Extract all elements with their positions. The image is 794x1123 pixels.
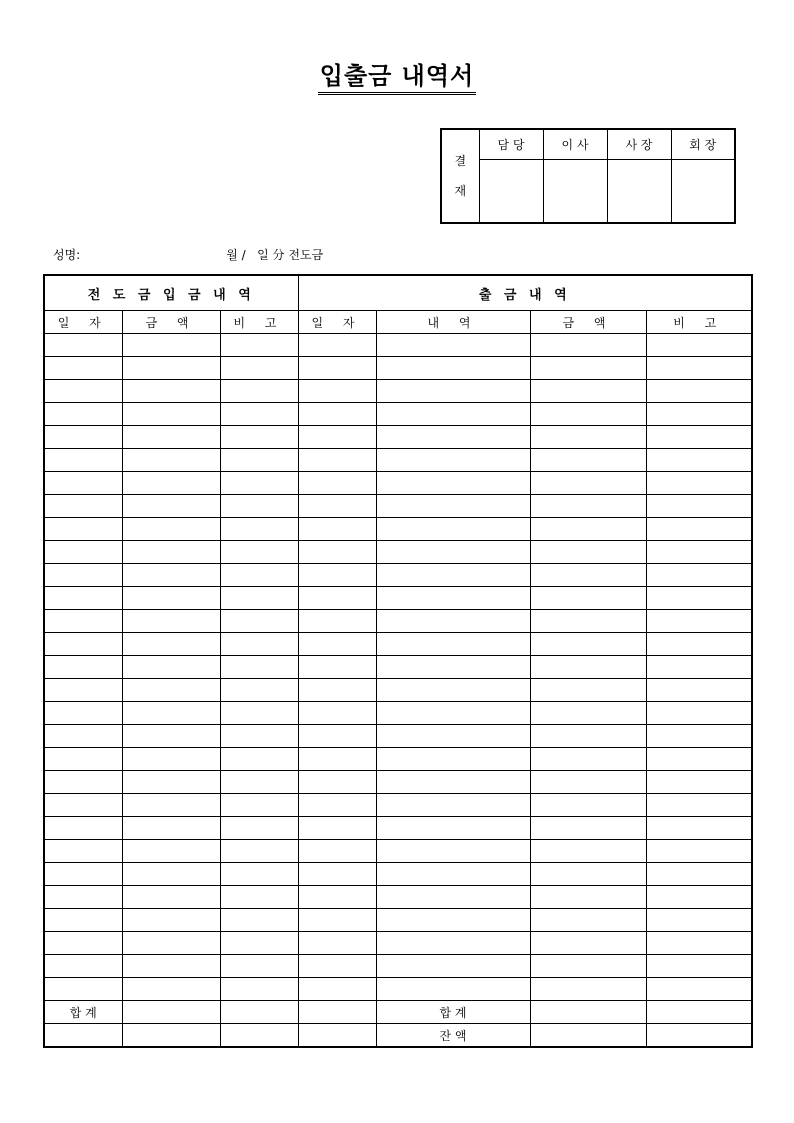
document-title bbox=[0, 56, 794, 95]
table-cell[interactable] bbox=[530, 495, 646, 518]
table-cell[interactable] bbox=[376, 380, 530, 403]
table-cell[interactable] bbox=[376, 403, 530, 426]
table-cell[interactable] bbox=[646, 357, 752, 380]
table-cell[interactable] bbox=[122, 449, 220, 472]
period-text: 월 / 일 分 전도금 bbox=[226, 248, 324, 262]
table-cell[interactable] bbox=[530, 863, 646, 886]
table-cell[interactable] bbox=[376, 518, 530, 541]
table-cell[interactable] bbox=[298, 380, 376, 403]
table-cell[interactable] bbox=[530, 610, 646, 633]
table-cell[interactable] bbox=[298, 771, 376, 794]
table-cell[interactable] bbox=[530, 725, 646, 748]
table-cell[interactable] bbox=[122, 909, 220, 932]
table-row bbox=[44, 564, 752, 587]
table-cell[interactable] bbox=[298, 472, 376, 495]
table-cell[interactable] bbox=[44, 909, 122, 932]
table-cell[interactable] bbox=[376, 357, 530, 380]
table-cell[interactable] bbox=[44, 518, 122, 541]
table-cell[interactable] bbox=[530, 840, 646, 863]
table-cell[interactable] bbox=[646, 748, 752, 771]
balance-label: 잔 액 bbox=[376, 1024, 530, 1048]
table-cell[interactable] bbox=[646, 794, 752, 817]
table-cell[interactable] bbox=[44, 886, 122, 909]
table-cell[interactable] bbox=[376, 334, 530, 357]
table-cell[interactable] bbox=[220, 587, 298, 610]
table-cell[interactable] bbox=[298, 564, 376, 587]
approval-role-1: 담 당 bbox=[479, 129, 543, 159]
approval-role-3: 사 장 bbox=[607, 129, 671, 159]
table-row bbox=[44, 702, 752, 725]
table-cell[interactable] bbox=[122, 771, 220, 794]
section-withdrawal-header: 출 금 내 역 bbox=[298, 275, 752, 311]
table-cell[interactable] bbox=[220, 610, 298, 633]
table-cell[interactable] bbox=[122, 794, 220, 817]
table-cell[interactable] bbox=[376, 748, 530, 771]
table-cell[interactable] bbox=[376, 932, 530, 955]
table-cell[interactable] bbox=[646, 817, 752, 840]
table-cell[interactable] bbox=[122, 495, 220, 518]
table-cell[interactable] bbox=[376, 587, 530, 610]
table-cell[interactable] bbox=[44, 656, 122, 679]
table-cell[interactable] bbox=[122, 679, 220, 702]
table-cell[interactable] bbox=[220, 564, 298, 587]
total-left-label: 합 계 bbox=[44, 1001, 122, 1024]
table-cell[interactable] bbox=[298, 817, 376, 840]
table-cell[interactable] bbox=[530, 794, 646, 817]
table-cell[interactable] bbox=[122, 610, 220, 633]
table-cell[interactable] bbox=[44, 403, 122, 426]
table-cell[interactable] bbox=[646, 380, 752, 403]
table-cell[interactable] bbox=[530, 909, 646, 932]
table-cell[interactable] bbox=[298, 1001, 376, 1024]
table-cell[interactable] bbox=[646, 633, 752, 656]
table-cell[interactable] bbox=[122, 587, 220, 610]
approval-side-label-2: 재 bbox=[454, 184, 467, 198]
table-cell[interactable] bbox=[220, 449, 298, 472]
table-cell[interactable] bbox=[44, 817, 122, 840]
table-cell[interactable] bbox=[298, 702, 376, 725]
table-cell[interactable] bbox=[122, 357, 220, 380]
table-row bbox=[44, 794, 752, 817]
table-cell[interactable] bbox=[376, 656, 530, 679]
table-cell[interactable] bbox=[530, 1024, 646, 1048]
table-row bbox=[44, 748, 752, 771]
table-cell[interactable] bbox=[298, 610, 376, 633]
table-cell[interactable] bbox=[298, 679, 376, 702]
table-cell[interactable] bbox=[298, 840, 376, 863]
name-line bbox=[53, 246, 323, 263]
table-cell[interactable] bbox=[44, 725, 122, 748]
table-row bbox=[44, 449, 752, 472]
table-cell[interactable] bbox=[122, 1001, 220, 1024]
table-cell[interactable] bbox=[376, 840, 530, 863]
table-cell[interactable] bbox=[44, 1024, 122, 1048]
table-cell[interactable] bbox=[122, 403, 220, 426]
table-row bbox=[44, 679, 752, 702]
table-cell[interactable] bbox=[298, 541, 376, 564]
table-cell[interactable] bbox=[122, 978, 220, 1001]
table-cell[interactable] bbox=[646, 334, 752, 357]
col-withdraw-date: 일 자 bbox=[298, 311, 376, 334]
table-cell[interactable] bbox=[44, 587, 122, 610]
table-cell[interactable] bbox=[220, 633, 298, 656]
approval-side-label bbox=[441, 129, 479, 223]
table-cell[interactable] bbox=[376, 564, 530, 587]
table-cell[interactable] bbox=[122, 334, 220, 357]
table-cell[interactable] bbox=[44, 334, 122, 357]
table-cell[interactable] bbox=[220, 955, 298, 978]
table-cell[interactable] bbox=[298, 794, 376, 817]
table-cell[interactable] bbox=[122, 932, 220, 955]
table-cell[interactable] bbox=[646, 449, 752, 472]
table-cell[interactable] bbox=[530, 426, 646, 449]
table-cell[interactable] bbox=[530, 771, 646, 794]
table-cell[interactable] bbox=[376, 610, 530, 633]
table-cell[interactable] bbox=[298, 495, 376, 518]
table-cell[interactable] bbox=[646, 587, 752, 610]
table-cell[interactable] bbox=[646, 472, 752, 495]
table-cell[interactable] bbox=[122, 863, 220, 886]
col-withdraw-detail: 내 역 bbox=[376, 311, 530, 334]
table-cell[interactable] bbox=[298, 955, 376, 978]
table-cell[interactable] bbox=[44, 978, 122, 1001]
table-cell[interactable] bbox=[122, 472, 220, 495]
table-cell[interactable] bbox=[44, 863, 122, 886]
table-cell[interactable] bbox=[298, 518, 376, 541]
table-cell[interactable] bbox=[530, 886, 646, 909]
table-cell[interactable] bbox=[646, 771, 752, 794]
table-row bbox=[44, 472, 752, 495]
table-cell[interactable] bbox=[220, 495, 298, 518]
table-cell[interactable] bbox=[530, 334, 646, 357]
approval-sign-2[interactable] bbox=[543, 159, 607, 223]
table-cell[interactable] bbox=[530, 518, 646, 541]
table-cell[interactable] bbox=[220, 702, 298, 725]
table-row bbox=[44, 955, 752, 978]
table-row bbox=[44, 909, 752, 932]
table-cell[interactable] bbox=[220, 978, 298, 1001]
table-cell[interactable] bbox=[376, 771, 530, 794]
table-cell[interactable] bbox=[44, 679, 122, 702]
table-cell[interactable] bbox=[376, 725, 530, 748]
table-cell[interactable] bbox=[376, 679, 530, 702]
table-cell[interactable] bbox=[220, 426, 298, 449]
table-cell[interactable] bbox=[44, 794, 122, 817]
section-header-row bbox=[44, 275, 752, 311]
table-cell[interactable] bbox=[298, 932, 376, 955]
name-label: 성명: bbox=[53, 248, 81, 262]
table-cell[interactable] bbox=[44, 564, 122, 587]
table-cell[interactable] bbox=[646, 426, 752, 449]
table-row bbox=[44, 518, 752, 541]
table-cell[interactable] bbox=[220, 748, 298, 771]
table-cell[interactable] bbox=[376, 426, 530, 449]
table-row bbox=[44, 587, 752, 610]
table-cell[interactable] bbox=[44, 495, 122, 518]
col-deposit-amount: 금 액 bbox=[122, 311, 220, 334]
table-cell[interactable] bbox=[646, 725, 752, 748]
table-cell[interactable] bbox=[298, 863, 376, 886]
table-cell[interactable] bbox=[122, 1024, 220, 1048]
table-cell[interactable] bbox=[220, 863, 298, 886]
table-cell[interactable] bbox=[646, 978, 752, 1001]
table-row bbox=[44, 840, 752, 863]
table-cell[interactable] bbox=[298, 748, 376, 771]
table-cell[interactable] bbox=[298, 725, 376, 748]
approval-sign-1[interactable] bbox=[479, 159, 543, 223]
table-cell[interactable] bbox=[220, 840, 298, 863]
table-cell[interactable] bbox=[220, 1001, 298, 1024]
table-cell[interactable] bbox=[44, 702, 122, 725]
table-cell[interactable] bbox=[298, 403, 376, 426]
table-row bbox=[44, 886, 752, 909]
table-cell[interactable] bbox=[44, 771, 122, 794]
table-cell[interactable] bbox=[298, 449, 376, 472]
table-cell[interactable] bbox=[376, 449, 530, 472]
table-cell[interactable] bbox=[122, 725, 220, 748]
table-cell[interactable] bbox=[122, 564, 220, 587]
table-cell[interactable] bbox=[530, 656, 646, 679]
table-row bbox=[44, 633, 752, 656]
document-title-text: 입출금 내역서 bbox=[318, 56, 476, 95]
table-row bbox=[44, 426, 752, 449]
table-cell[interactable] bbox=[530, 403, 646, 426]
table-cell[interactable] bbox=[376, 495, 530, 518]
table-cell[interactable] bbox=[44, 449, 122, 472]
table-cell[interactable] bbox=[530, 932, 646, 955]
table-row bbox=[44, 610, 752, 633]
table-cell[interactable] bbox=[298, 357, 376, 380]
table-cell[interactable] bbox=[122, 886, 220, 909]
table-cell[interactable] bbox=[220, 334, 298, 357]
table-cell[interactable] bbox=[220, 656, 298, 679]
table-cell[interactable] bbox=[298, 909, 376, 932]
table-cell[interactable] bbox=[220, 679, 298, 702]
table-cell[interactable] bbox=[646, 541, 752, 564]
table-cell[interactable] bbox=[646, 679, 752, 702]
table-row bbox=[44, 771, 752, 794]
table-cell[interactable] bbox=[530, 679, 646, 702]
table-row bbox=[44, 495, 752, 518]
table-row bbox=[44, 932, 752, 955]
table-cell[interactable] bbox=[646, 495, 752, 518]
table-cell[interactable] bbox=[122, 955, 220, 978]
table-cell[interactable] bbox=[122, 656, 220, 679]
table-cell[interactable] bbox=[530, 633, 646, 656]
table-cell[interactable] bbox=[298, 426, 376, 449]
table-row bbox=[44, 403, 752, 426]
table-row bbox=[44, 656, 752, 679]
table-cell[interactable] bbox=[220, 541, 298, 564]
table-cell[interactable] bbox=[220, 518, 298, 541]
table-cell[interactable] bbox=[122, 426, 220, 449]
table-cell[interactable] bbox=[646, 932, 752, 955]
table-cell[interactable] bbox=[646, 656, 752, 679]
table-cell[interactable] bbox=[376, 886, 530, 909]
approval-role-2: 이 사 bbox=[543, 129, 607, 159]
table-cell[interactable] bbox=[530, 541, 646, 564]
table-cell[interactable] bbox=[376, 633, 530, 656]
table-cell[interactable] bbox=[122, 702, 220, 725]
table-cell[interactable] bbox=[376, 863, 530, 886]
table-cell[interactable] bbox=[646, 702, 752, 725]
table-row bbox=[44, 978, 752, 1001]
table-cell[interactable] bbox=[44, 610, 122, 633]
table-row bbox=[44, 380, 752, 403]
table-cell[interactable] bbox=[376, 955, 530, 978]
table-cell[interactable] bbox=[298, 656, 376, 679]
table-cell[interactable] bbox=[646, 909, 752, 932]
table-cell[interactable] bbox=[122, 541, 220, 564]
table-cell[interactable] bbox=[646, 1001, 752, 1024]
table-cell[interactable] bbox=[298, 978, 376, 1001]
table-cell[interactable] bbox=[376, 541, 530, 564]
table-cell[interactable] bbox=[530, 472, 646, 495]
table-row bbox=[44, 725, 752, 748]
table-cell[interactable] bbox=[220, 357, 298, 380]
table-cell[interactable] bbox=[122, 518, 220, 541]
table-cell[interactable] bbox=[122, 380, 220, 403]
table-cell[interactable] bbox=[220, 771, 298, 794]
table-row bbox=[44, 541, 752, 564]
table-cell[interactable] bbox=[220, 403, 298, 426]
table-cell[interactable] bbox=[220, 909, 298, 932]
table-cell[interactable] bbox=[44, 955, 122, 978]
table-cell[interactable] bbox=[44, 633, 122, 656]
table-cell[interactable] bbox=[530, 449, 646, 472]
table-cell[interactable] bbox=[376, 472, 530, 495]
table-cell[interactable] bbox=[298, 633, 376, 656]
table-cell[interactable] bbox=[530, 357, 646, 380]
table-cell[interactable] bbox=[122, 748, 220, 771]
approval-role-4: 회 장 bbox=[671, 129, 735, 159]
table-cell[interactable] bbox=[646, 840, 752, 863]
table-cell[interactable] bbox=[44, 748, 122, 771]
table-cell[interactable] bbox=[376, 978, 530, 1001]
table-cell[interactable] bbox=[646, 610, 752, 633]
col-withdraw-amount: 금 액 bbox=[530, 311, 646, 334]
ledger-table bbox=[43, 274, 753, 1048]
table-cell[interactable] bbox=[220, 932, 298, 955]
table-cell[interactable] bbox=[298, 587, 376, 610]
table-cell[interactable] bbox=[122, 633, 220, 656]
table-cell[interactable] bbox=[44, 541, 122, 564]
table-cell[interactable] bbox=[44, 357, 122, 380]
table-cell[interactable] bbox=[376, 817, 530, 840]
table-cell[interactable] bbox=[220, 794, 298, 817]
table-row bbox=[44, 863, 752, 886]
table-cell[interactable] bbox=[298, 334, 376, 357]
table-cell[interactable] bbox=[530, 702, 646, 725]
table-cell[interactable] bbox=[530, 587, 646, 610]
total-row bbox=[44, 1001, 752, 1024]
approval-sign-3[interactable] bbox=[607, 159, 671, 223]
table-cell[interactable] bbox=[376, 794, 530, 817]
table-cell[interactable] bbox=[44, 426, 122, 449]
total-right-label: 합 계 bbox=[376, 1001, 530, 1024]
table-cell[interactable] bbox=[646, 863, 752, 886]
table-cell[interactable] bbox=[530, 817, 646, 840]
table-cell[interactable] bbox=[530, 978, 646, 1001]
table-cell[interactable] bbox=[44, 380, 122, 403]
col-deposit-date: 일 자 bbox=[44, 311, 122, 334]
table-cell[interactable] bbox=[530, 380, 646, 403]
col-deposit-note: 비 고 bbox=[220, 311, 298, 334]
col-withdraw-note: 비 고 bbox=[646, 311, 752, 334]
table-cell[interactable] bbox=[220, 817, 298, 840]
table-cell[interactable] bbox=[530, 955, 646, 978]
table-cell[interactable] bbox=[646, 1024, 752, 1048]
section-deposit-header: 전 도 금 입 금 내 역 bbox=[44, 275, 298, 311]
table-cell[interactable] bbox=[530, 748, 646, 771]
table-cell[interactable] bbox=[44, 840, 122, 863]
table-row bbox=[44, 357, 752, 380]
approval-box bbox=[440, 128, 736, 224]
column-header-row bbox=[44, 311, 752, 334]
table-cell[interactable] bbox=[376, 909, 530, 932]
table-row bbox=[44, 817, 752, 840]
table-cell[interactable] bbox=[646, 403, 752, 426]
table-cell[interactable] bbox=[646, 564, 752, 587]
table-cell[interactable] bbox=[220, 1024, 298, 1048]
approval-side-label-1: 결 bbox=[454, 154, 467, 168]
table-cell[interactable] bbox=[298, 1024, 376, 1048]
table-cell[interactable] bbox=[298, 886, 376, 909]
table-cell[interactable] bbox=[646, 955, 752, 978]
table-cell[interactable] bbox=[220, 380, 298, 403]
table-cell[interactable] bbox=[530, 1001, 646, 1024]
table-cell[interactable] bbox=[376, 702, 530, 725]
table-cell[interactable] bbox=[530, 564, 646, 587]
table-cell[interactable] bbox=[220, 472, 298, 495]
table-row bbox=[44, 334, 752, 357]
table-cell[interactable] bbox=[122, 840, 220, 863]
table-cell[interactable] bbox=[220, 886, 298, 909]
balance-row bbox=[44, 1024, 752, 1048]
table-cell[interactable] bbox=[646, 886, 752, 909]
table-cell[interactable] bbox=[646, 518, 752, 541]
table-cell[interactable] bbox=[44, 472, 122, 495]
approval-sign-4[interactable] bbox=[671, 159, 735, 223]
table-cell[interactable] bbox=[44, 932, 122, 955]
table-cell[interactable] bbox=[220, 725, 298, 748]
table-cell[interactable] bbox=[122, 817, 220, 840]
